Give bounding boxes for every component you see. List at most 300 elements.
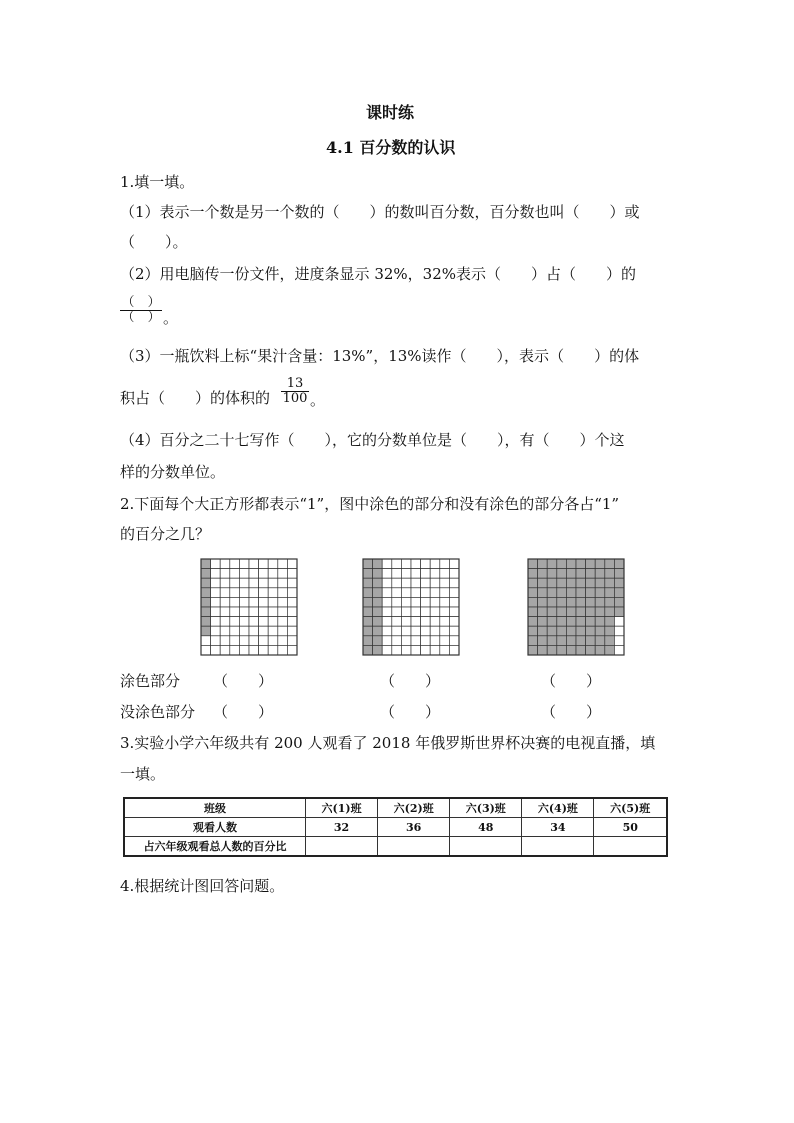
shaded-cell <box>595 636 605 646</box>
empty-cell <box>249 626 259 636</box>
empty-cell <box>382 578 392 588</box>
shaded-cell <box>363 578 373 588</box>
hundred-grid-2 <box>362 558 460 656</box>
empty-cell <box>211 597 221 607</box>
shaded-cell <box>538 636 548 646</box>
shaded-cell <box>528 626 538 636</box>
empty-cell <box>421 578 431 588</box>
empty-cell <box>421 607 431 617</box>
empty-cell <box>230 597 240 607</box>
empty-cell <box>411 559 421 569</box>
table-header-cell: 六(2)班 <box>378 798 450 818</box>
empty-cell <box>430 645 440 655</box>
shaded-cell <box>538 645 548 655</box>
shaded-cell <box>605 597 615 607</box>
empty-cell <box>287 588 297 598</box>
empty-cell <box>392 597 402 607</box>
empty-cell <box>449 569 459 579</box>
empty-cell <box>239 645 249 655</box>
empty-cell <box>449 559 459 569</box>
empty-cell <box>278 588 288 598</box>
shaded-cell <box>566 559 576 569</box>
empty-cell <box>392 559 402 569</box>
empty-cell <box>259 569 269 579</box>
empty-cell <box>249 597 259 607</box>
shaded-cell <box>528 588 538 598</box>
empty-cell <box>268 578 278 588</box>
empty-cell <box>411 578 421 588</box>
q2-line1: 2.下面每个大正方形都表示“1”，图中涂色的部分和没有涂色的部分各占“1” <box>120 495 620 513</box>
empty-cell <box>249 607 259 617</box>
empty-cell <box>220 559 230 569</box>
empty-cell <box>211 645 221 655</box>
shaded-cell <box>586 645 596 655</box>
answer-cell[interactable] <box>450 837 522 857</box>
empty-cell <box>401 597 411 607</box>
shaded-cell <box>538 559 548 569</box>
empty-cell <box>382 645 392 655</box>
shaded-cell <box>528 617 538 627</box>
shaded-cell <box>547 578 557 588</box>
grid2-unshaded-blank: （ ） <box>380 703 441 721</box>
empty-cell <box>440 597 450 607</box>
empty-cell <box>392 636 402 646</box>
empty-cell <box>287 607 297 617</box>
empty-cell <box>449 626 459 636</box>
q1-part3-line2: 积占（ ）的体积的 <box>120 389 271 407</box>
shaded-cell <box>605 645 615 655</box>
empty-cell <box>614 645 624 655</box>
shaded-cell <box>557 607 567 617</box>
empty-cell <box>249 559 259 569</box>
empty-cell <box>220 569 230 579</box>
shaded-cell <box>595 569 605 579</box>
hundred-grid-1 <box>200 558 298 656</box>
empty-cell <box>211 607 221 617</box>
shaded-cell <box>576 597 586 607</box>
fraction-numerator: （ ） <box>121 295 161 310</box>
shaded-cell <box>614 588 624 598</box>
shaded-cell <box>547 626 557 636</box>
empty-cell <box>401 559 411 569</box>
shaded-cell <box>201 588 211 598</box>
answer-cell[interactable] <box>306 837 378 857</box>
shaded-cell <box>586 569 596 579</box>
shaded-cell <box>547 559 557 569</box>
empty-cell <box>449 617 459 627</box>
empty-cell <box>411 636 421 646</box>
shaded-cell <box>566 607 576 617</box>
empty-cell <box>421 559 431 569</box>
shaded-cell <box>201 626 211 636</box>
empty-cell <box>278 607 288 617</box>
shaded-cell <box>363 645 373 655</box>
table-header-cell: 班级 <box>124 798 306 818</box>
empty-cell <box>268 645 278 655</box>
empty-cell <box>430 578 440 588</box>
empty-cell <box>239 569 249 579</box>
empty-cell <box>411 645 421 655</box>
shaded-cell <box>605 588 615 598</box>
shaded-cell <box>566 578 576 588</box>
empty-cell <box>259 597 269 607</box>
q1-part4-line1: （4）百分之二十七写作（ ），它的分数单位是（ ），有（ ）个这 <box>120 431 625 449</box>
shaded-cell <box>605 559 615 569</box>
unshaded-label: 没涂色部分 <box>120 703 196 721</box>
q2-line2: 的百分之几？ <box>120 525 211 543</box>
empty-cell <box>421 636 431 646</box>
shaded-cell <box>586 578 596 588</box>
shaded-cell <box>528 636 538 646</box>
empty-cell <box>278 636 288 646</box>
empty-cell <box>249 588 259 598</box>
shaded-cell <box>605 607 615 617</box>
empty-cell <box>211 578 221 588</box>
shaded-label: 涂色部分 <box>120 672 181 690</box>
grid3-unshaded-blank: （ ） <box>541 703 602 721</box>
empty-cell <box>239 559 249 569</box>
answer-cell[interactable] <box>378 837 450 857</box>
shaded-cell <box>201 617 211 627</box>
shaded-cell <box>557 626 567 636</box>
empty-cell <box>401 588 411 598</box>
shaded-cell <box>576 626 586 636</box>
shaded-cell <box>586 636 596 646</box>
empty-cell <box>287 578 297 588</box>
shaded-cell <box>614 597 624 607</box>
answer-cell[interactable] <box>522 837 594 857</box>
shaded-cell <box>373 569 383 579</box>
empty-cell <box>614 626 624 636</box>
empty-cell <box>230 588 240 598</box>
shaded-cell <box>363 607 373 617</box>
empty-cell <box>382 588 392 598</box>
shaded-cell <box>538 617 548 627</box>
q1-part3-end: 。 <box>310 391 326 409</box>
table-header-cell: 六(5)班 <box>594 798 667 818</box>
table-header-cell: 六(4)班 <box>522 798 594 818</box>
empty-cell <box>268 569 278 579</box>
empty-cell <box>249 617 259 627</box>
table-header-row <box>124 798 667 818</box>
empty-cell <box>220 617 230 627</box>
shaded-cell <box>547 636 557 646</box>
shaded-cell <box>566 597 576 607</box>
shaded-cell <box>557 645 567 655</box>
shaded-cell <box>373 597 383 607</box>
q1-part1-line1: （1）表示一个数是另一个数的（ ）的数叫百分数，百分数也叫（ ）或 <box>120 203 640 221</box>
shaded-cell <box>201 597 211 607</box>
empty-cell <box>449 607 459 617</box>
empty-cell <box>382 559 392 569</box>
shaded-cell <box>557 597 567 607</box>
empty-cell <box>230 607 240 617</box>
table-cell: 占六年级观看总人数的百分比 <box>124 837 306 857</box>
empty-cell <box>259 588 269 598</box>
empty-cell <box>430 588 440 598</box>
empty-cell <box>259 645 269 655</box>
shaded-cell <box>547 645 557 655</box>
shaded-cell <box>605 617 615 627</box>
empty-cell <box>259 559 269 569</box>
empty-cell <box>230 569 240 579</box>
shaded-cell <box>576 559 586 569</box>
empty-cell <box>449 588 459 598</box>
shaded-cell <box>576 569 586 579</box>
empty-cell <box>278 617 288 627</box>
empty-cell <box>259 636 269 646</box>
empty-cell <box>268 636 278 646</box>
q3-line2: 一填。 <box>120 765 166 783</box>
empty-cell <box>440 607 450 617</box>
shaded-cell <box>363 626 373 636</box>
shaded-cell <box>528 569 538 579</box>
empty-cell <box>201 645 211 655</box>
empty-cell <box>239 626 249 636</box>
empty-cell <box>392 607 402 617</box>
empty-cell <box>440 559 450 569</box>
shaded-cell <box>586 617 596 627</box>
empty-cell <box>239 588 249 598</box>
shaded-cell <box>576 578 586 588</box>
shaded-cell <box>576 645 586 655</box>
empty-cell <box>287 636 297 646</box>
empty-cell <box>278 626 288 636</box>
empty-cell <box>230 617 240 627</box>
shaded-cell <box>363 569 373 579</box>
shaded-cell <box>595 578 605 588</box>
empty-cell <box>411 617 421 627</box>
empty-cell <box>382 569 392 579</box>
shaded-cell <box>528 597 538 607</box>
q1-part4-line2: 样的分数单位。 <box>120 463 226 481</box>
empty-cell <box>278 597 288 607</box>
empty-cell <box>239 617 249 627</box>
shaded-cell <box>373 636 383 646</box>
empty-cell <box>430 559 440 569</box>
empty-cell <box>382 626 392 636</box>
empty-cell <box>211 626 221 636</box>
empty-cell <box>287 569 297 579</box>
empty-cell <box>401 607 411 617</box>
empty-cell <box>411 588 421 598</box>
empty-cell <box>201 636 211 646</box>
empty-cell <box>421 588 431 598</box>
shaded-cell <box>201 569 211 579</box>
empty-cell <box>278 645 288 655</box>
empty-cell <box>220 607 230 617</box>
empty-cell <box>401 626 411 636</box>
empty-cell <box>249 645 259 655</box>
empty-cell <box>401 569 411 579</box>
empty-cell <box>421 626 431 636</box>
empty-cell <box>382 636 392 646</box>
empty-cell <box>220 597 230 607</box>
empty-cell <box>211 569 221 579</box>
empty-cell <box>268 607 278 617</box>
grid1-unshaded-blank: （ ） <box>213 703 274 721</box>
shaded-cell <box>614 607 624 617</box>
empty-cell <box>411 607 421 617</box>
shaded-cell <box>373 617 383 627</box>
shaded-cell <box>373 607 383 617</box>
table-cell: 48 <box>450 818 522 837</box>
empty-cell <box>230 636 240 646</box>
shaded-cell <box>595 617 605 627</box>
empty-cell <box>220 588 230 598</box>
grid2-shaded-blank: （ ） <box>380 672 441 690</box>
shaded-cell <box>538 569 548 579</box>
empty-cell <box>230 578 240 588</box>
shaded-cell <box>373 626 383 636</box>
q4-heading: 4.根据统计图回答问题。 <box>120 877 285 895</box>
shaded-cell <box>557 588 567 598</box>
shaded-cell <box>605 636 615 646</box>
lesson-subtitle: 4.1 百分数的认识 <box>326 138 456 157</box>
empty-cell <box>220 636 230 646</box>
empty-cell <box>392 588 402 598</box>
empty-cell <box>239 597 249 607</box>
empty-cell <box>614 636 624 646</box>
shaded-cell <box>363 636 373 646</box>
empty-cell <box>268 597 278 607</box>
hundred-grid-3 <box>527 558 625 656</box>
empty-cell <box>440 645 450 655</box>
shaded-cell <box>373 559 383 569</box>
viewers-table <box>123 797 668 857</box>
empty-cell <box>230 559 240 569</box>
empty-cell <box>259 626 269 636</box>
shaded-cell <box>586 626 596 636</box>
shaded-cell <box>595 597 605 607</box>
empty-cell <box>259 607 269 617</box>
empty-cell <box>440 617 450 627</box>
shaded-cell <box>547 588 557 598</box>
empty-cell <box>211 559 221 569</box>
table-cell: 观看人数 <box>124 818 306 837</box>
empty-cell <box>401 617 411 627</box>
shaded-cell <box>595 607 605 617</box>
q1-part3-line1: （3）一瓶饮料上标“果汁含量：13%”，13%读作（ ），表示（ ）的体 <box>120 347 640 365</box>
shaded-cell <box>605 626 615 636</box>
shaded-cell <box>586 597 596 607</box>
empty-cell <box>392 645 402 655</box>
empty-cell <box>411 569 421 579</box>
shaded-cell <box>373 588 383 598</box>
empty-cell <box>259 617 269 627</box>
table-row <box>124 837 667 857</box>
shaded-cell <box>566 645 576 655</box>
empty-cell <box>268 559 278 569</box>
empty-cell <box>430 569 440 579</box>
empty-cell <box>287 559 297 569</box>
empty-cell <box>392 569 402 579</box>
empty-cell <box>401 645 411 655</box>
empty-cell <box>287 645 297 655</box>
empty-cell <box>268 626 278 636</box>
q1-part2-fraction <box>120 296 162 325</box>
empty-cell <box>249 569 259 579</box>
answer-cell[interactable] <box>594 837 667 857</box>
grid3-shaded-blank: （ ） <box>541 672 602 690</box>
shaded-cell <box>614 569 624 579</box>
empty-cell <box>259 578 269 588</box>
empty-cell <box>220 645 230 655</box>
empty-cell <box>220 578 230 588</box>
table-header-cell: 六(1)班 <box>306 798 378 818</box>
empty-cell <box>430 617 440 627</box>
q1-part2-line1: （2）用电脑传一份文件，进度条显示 32%，32%表示（ ）占（ ）的 <box>120 265 636 283</box>
shaded-cell <box>557 636 567 646</box>
empty-cell <box>449 578 459 588</box>
empty-cell <box>430 597 440 607</box>
table-cell: 34 <box>522 818 594 837</box>
empty-cell <box>421 597 431 607</box>
shaded-cell <box>547 607 557 617</box>
empty-cell <box>430 626 440 636</box>
empty-cell <box>411 626 421 636</box>
shaded-cell <box>557 578 567 588</box>
empty-cell <box>211 636 221 646</box>
empty-cell <box>440 588 450 598</box>
empty-cell <box>440 626 450 636</box>
shaded-cell <box>566 636 576 646</box>
empty-cell <box>449 597 459 607</box>
empty-cell <box>239 636 249 646</box>
shaded-cell <box>576 607 586 617</box>
shaded-cell <box>576 636 586 646</box>
shaded-cell <box>547 569 557 579</box>
shaded-cell <box>557 569 567 579</box>
empty-cell <box>614 617 624 627</box>
empty-cell <box>449 636 459 646</box>
shaded-cell <box>566 626 576 636</box>
fraction-denominator: 100 <box>282 391 308 406</box>
empty-cell <box>382 607 392 617</box>
shaded-cell <box>538 578 548 588</box>
empty-cell <box>382 617 392 627</box>
shaded-cell <box>614 559 624 569</box>
fraction-numerator: 13 <box>286 376 304 391</box>
shaded-cell <box>566 588 576 598</box>
shaded-cell <box>363 597 373 607</box>
shaded-cell <box>538 597 548 607</box>
shaded-cell <box>528 559 538 569</box>
empty-cell <box>430 636 440 646</box>
table-cell: 32 <box>306 818 378 837</box>
shaded-cell <box>538 626 548 636</box>
shaded-cell <box>538 588 548 598</box>
shaded-cell <box>614 578 624 588</box>
empty-cell <box>230 645 240 655</box>
q1-part2-end: 。 <box>163 309 179 327</box>
empty-cell <box>449 645 459 655</box>
shaded-cell <box>201 559 211 569</box>
shaded-cell <box>373 645 383 655</box>
shaded-cell <box>528 607 538 617</box>
empty-cell <box>249 578 259 588</box>
empty-cell <box>278 559 288 569</box>
fraction-denominator: （ ） <box>121 310 161 325</box>
shaded-cell <box>576 617 586 627</box>
empty-cell <box>411 597 421 607</box>
empty-cell <box>440 569 450 579</box>
shaded-cell <box>363 617 373 627</box>
empty-cell <box>382 597 392 607</box>
q1-part3-fraction <box>281 377 309 406</box>
shaded-cell <box>201 607 211 617</box>
shaded-cell <box>557 617 567 627</box>
